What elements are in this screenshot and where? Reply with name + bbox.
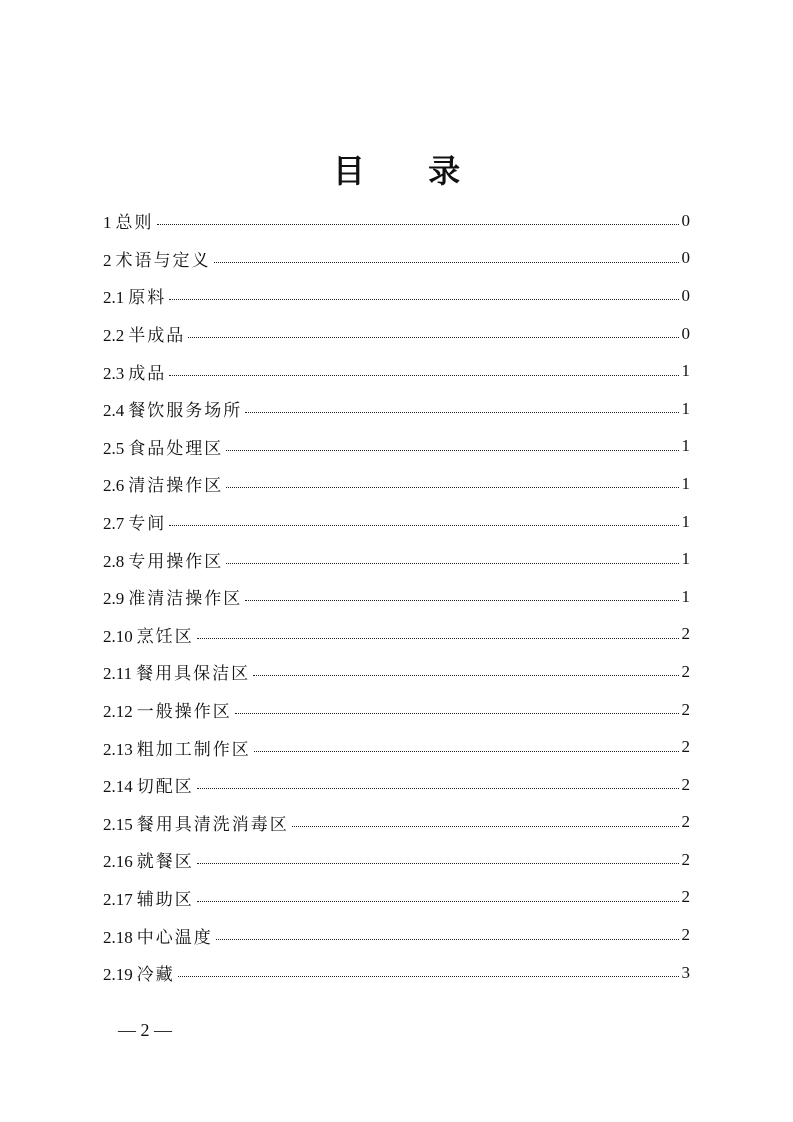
- toc-entry-number: 2.9: [103, 589, 125, 609]
- toc-entry-number: 2.19: [103, 965, 133, 985]
- toc-entry-label: [103, 509, 166, 534]
- toc-entry-page: 2: [681, 661, 690, 681]
- toc-entry-label: [103, 246, 211, 271]
- toc-entry-label: [103, 434, 223, 459]
- toc-entry-page: 2: [681, 812, 690, 832]
- toc-entry-label: [103, 396, 242, 421]
- toc-entry-page: 0: [681, 248, 690, 268]
- toc-entry-number: 2.11: [103, 664, 133, 684]
- toc-entry-text: 半成品: [128, 326, 186, 347]
- dot-leader: [253, 675, 678, 676]
- toc-entry-text: 成品: [128, 363, 167, 384]
- toc-entry-label: [103, 321, 185, 346]
- toc-entry-label: [103, 810, 289, 835]
- toc-entry[interactable]: [103, 277, 690, 315]
- toc-entry-number: 2.17: [103, 889, 133, 909]
- page-number: — 2 —: [118, 1020, 172, 1040]
- toc-entry-text: 专间: [128, 514, 167, 535]
- toc-entry-page: 1: [681, 361, 690, 381]
- toc-entry-page: 1: [681, 473, 690, 493]
- page-title: 目 录: [332, 152, 487, 191]
- toc-entry-page: 2: [681, 925, 690, 945]
- toc-entry[interactable]: [103, 240, 690, 278]
- dot-leader: [216, 939, 679, 940]
- toc-entry-number: 1: [103, 213, 112, 233]
- dot-leader: [197, 863, 679, 864]
- toc-entry-text: 烹饪区: [136, 626, 194, 647]
- toc-entry[interactable]: [103, 315, 690, 353]
- toc-entry-label: [103, 697, 232, 722]
- toc-entry-label: [103, 885, 194, 910]
- toc-entry[interactable]: [103, 428, 690, 466]
- toc-entry-page: 2: [681, 849, 690, 869]
- toc-entry-number: 2.15: [103, 814, 133, 834]
- toc-entry[interactable]: [103, 465, 690, 503]
- toc-entry-text: 冷藏: [136, 965, 175, 986]
- toc-entry-number: 2.18: [103, 927, 133, 947]
- toc-entry-text: 总则: [115, 213, 154, 234]
- toc-entry-label: [103, 735, 251, 760]
- toc-entry[interactable]: [103, 503, 690, 541]
- toc-entry-page: 1: [681, 586, 690, 606]
- toc-entry-label: [103, 547, 223, 572]
- dot-leader: [214, 262, 679, 263]
- toc-entry-page: 1: [681, 436, 690, 456]
- toc-entry[interactable]: [103, 540, 690, 578]
- dot-leader: [235, 713, 679, 714]
- toc-entry-text: 清洁操作区: [128, 476, 224, 497]
- toc-entry-page: 0: [681, 285, 690, 305]
- toc-entry[interactable]: [103, 691, 690, 729]
- toc-entry-text: 术语与定义: [115, 250, 211, 271]
- toc-entry[interactable]: [103, 841, 690, 879]
- toc-entry-page: 1: [681, 549, 690, 569]
- toc-entry-text: 就餐区: [136, 852, 194, 873]
- dot-leader: [226, 563, 678, 564]
- toc-entry-number: 2.5: [103, 438, 125, 458]
- dot-leader: [169, 299, 678, 300]
- toc-entry-label: [103, 960, 175, 985]
- toc-entry[interactable]: [103, 578, 690, 616]
- toc-entry-text: 切配区: [136, 777, 194, 798]
- dot-leader: [197, 638, 679, 639]
- dot-leader: [226, 450, 678, 451]
- toc-entry-number: 2.3: [103, 363, 125, 383]
- toc-entry[interactable]: [103, 804, 690, 842]
- toc-entry-text: 餐用具保洁区: [136, 664, 251, 685]
- toc-entry-page: 0: [681, 323, 690, 343]
- toc-entry-text: 辅助区: [136, 889, 194, 910]
- dot-leader: [178, 976, 679, 977]
- toc-entry-text: 专用操作区: [128, 551, 224, 572]
- toc-entry-page: 3: [681, 962, 690, 982]
- toc-entry-number: 2.14: [103, 777, 133, 797]
- toc-entry-label: [103, 847, 194, 872]
- toc-entry[interactable]: [103, 954, 690, 992]
- toc-entry[interactable]: [103, 766, 690, 804]
- toc-entry-page: 2: [681, 887, 690, 907]
- toc-entry-page: 1: [681, 398, 690, 418]
- toc-entry-number: 2.7: [103, 514, 125, 534]
- toc-entry-page: 2: [681, 699, 690, 719]
- toc-entry[interactable]: [103, 616, 690, 654]
- toc-entry-text: 餐用具清洗消毒区: [136, 814, 289, 835]
- toc-entry-text: 一般操作区: [136, 702, 232, 723]
- dot-leader: [292, 826, 679, 827]
- toc-entry-number: 2.10: [103, 626, 133, 646]
- dot-leader: [197, 901, 679, 902]
- dot-leader: [169, 375, 678, 376]
- toc-entry[interactable]: [103, 390, 690, 428]
- toc-entry-number: 2.12: [103, 702, 133, 722]
- dot-leader: [197, 788, 679, 789]
- dot-leader: [245, 600, 678, 601]
- toc-entry-number: 2.8: [103, 551, 125, 571]
- dot-leader: [188, 337, 678, 338]
- toc-entry-text: 原料: [128, 288, 167, 309]
- dot-leader: [254, 751, 679, 752]
- toc-entry-number: 2.13: [103, 739, 133, 759]
- toc-entry-text: 粗加工制作区: [136, 739, 251, 760]
- dot-leader: [226, 487, 678, 488]
- toc-entry-label: [103, 584, 242, 609]
- toc-entry-label: [103, 923, 213, 948]
- toc-entry-number: 2.4: [103, 401, 125, 421]
- toc-entry[interactable]: [103, 916, 690, 954]
- toc-entry-label: [103, 208, 154, 233]
- toc-entry[interactable]: [103, 352, 690, 390]
- toc-entry[interactable]: [103, 653, 690, 691]
- dot-leader: [169, 525, 678, 526]
- toc-entry-number: 2.6: [103, 476, 125, 496]
- toc-entry-number: 2.16: [103, 852, 133, 872]
- toc-entry-page: 0: [681, 210, 690, 230]
- toc-entry-page: 2: [681, 624, 690, 644]
- toc-entry-label: [103, 772, 194, 797]
- toc-entry-label: [103, 359, 166, 384]
- toc-entry-label: [103, 471, 223, 496]
- toc-entry-text: 中心温度: [136, 927, 213, 948]
- toc-entry-page: 1: [681, 511, 690, 531]
- toc-entry-label: [103, 283, 166, 308]
- toc-entry-page: 2: [681, 737, 690, 757]
- dot-leader: [157, 224, 679, 225]
- toc-entry[interactable]: [103, 728, 690, 766]
- toc-entry-page: 2: [681, 774, 690, 794]
- toc-entry-text: 准清洁操作区: [128, 589, 243, 610]
- toc-entry-number: 2.2: [103, 326, 125, 346]
- toc-entry[interactable]: [103, 202, 690, 240]
- toc-entry-text: 餐饮服务场所: [128, 401, 243, 422]
- dot-leader: [245, 412, 678, 413]
- table-of-contents: [103, 202, 690, 991]
- toc-entry[interactable]: [103, 879, 690, 917]
- toc-entry-label: [103, 622, 194, 647]
- toc-entry-label: [103, 659, 250, 684]
- toc-entry-text: 食品处理区: [128, 438, 224, 459]
- toc-entry-number: 2: [103, 250, 112, 270]
- toc-entry-number: 2.1: [103, 288, 125, 308]
